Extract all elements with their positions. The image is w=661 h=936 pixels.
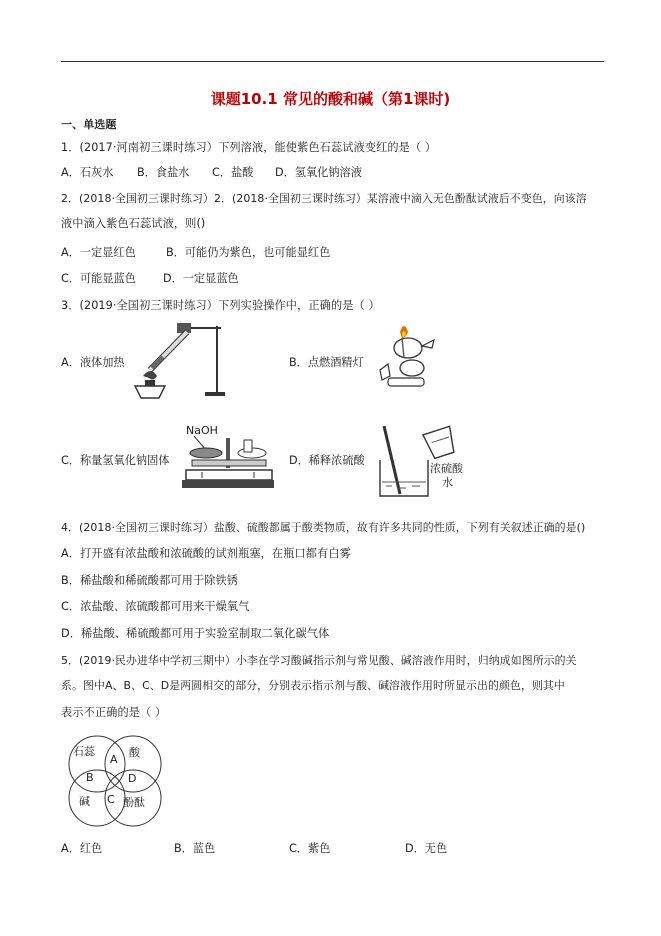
q4-option-a[interactable]: A．打开盛有浓盐酸和浓硫酸的试剂瓶塞，在瓶口都有白雾: [61, 547, 351, 560]
q2-option-b[interactable]: B．可能仍为紫色，也可能显红色: [166, 246, 331, 259]
venn-label-suan: 酸: [129, 746, 140, 759]
q5-stem-line2: 系。图中A、B、C、D是两圆相交的部分，分别表示指示剂与酸、碱溶液作用时所显示出的颜色，则其中: [61, 679, 565, 692]
q5-option-d[interactable]: D．无色: [405, 842, 448, 855]
naoh-label: NaOH: [186, 424, 218, 437]
figure-diluting-acid: [376, 420, 468, 500]
q3-option-d[interactable]: D．稀释浓硫酸: [289, 454, 365, 467]
figure-lighting-lamp: [368, 318, 443, 390]
venn-label-c: C: [107, 793, 115, 806]
venn-label-b: B: [86, 771, 94, 784]
q4-stem: 4．(2018·全国初三课时练习）盐酸、硫酸都属于酸类物质，故有许多共同的性质，下列有关叙述正确的是(): [61, 521, 586, 534]
q3-option-c[interactable]: C．称量氢氧化钠固体: [61, 454, 170, 467]
q1-option-a[interactable]: A．石灰水: [61, 166, 114, 179]
q5-stem-line1: 5．(2019·民办进华中学初三期中）小李在学习酸碱指示剂与常见酸、碱溶液作用时，归纳成如图所示的关: [61, 654, 577, 667]
figure-balance: [182, 420, 274, 492]
q2-option-c[interactable]: C．可能显蓝色: [61, 272, 136, 285]
q2-stem-line1: 2．(2018·全国初三课时练习）2．(2018·全国初三课时练习）某溶液中滴入无色酚酞试液后不变色，向该溶: [61, 192, 587, 205]
venn-diagram: [61, 732, 165, 832]
q2-stem-line2: 液中滴入紫色石蕊试液，则(): [61, 217, 206, 230]
q3-option-a[interactable]: A．液体加热: [61, 356, 125, 369]
q2-option-d[interactable]: D．一定显蓝色: [163, 272, 239, 285]
q5-option-b[interactable]: B．蓝色: [174, 842, 216, 855]
page-title: 课题10.1 常见的酸和碱（第1课时): [210, 90, 451, 108]
venn-label-jian: 碱: [79, 795, 90, 808]
q1-stem: 1．(2017·河南初三课时练习）下列溶液，能使紫色石蕊试液变红的是（ ）: [61, 141, 437, 154]
q5-option-a[interactable]: A．红色: [61, 842, 103, 855]
q4-option-d[interactable]: D．稀盐酸、稀硫酸都可用于实验室制取二氧化碳气体: [61, 627, 330, 640]
q5-option-c[interactable]: C．紫色: [289, 842, 331, 855]
q1-option-c[interactable]: C．盐酸: [212, 166, 254, 179]
q4-option-b[interactable]: B．稀盐酸和稀硫酸都可用于除铁锈: [61, 574, 239, 587]
venn-label-shirui: 石蕊: [73, 745, 95, 758]
q1-option-b[interactable]: B．食盐水: [137, 166, 190, 179]
figure-liquid-heating: [125, 318, 225, 400]
q1-option-d[interactable]: D．氢氧化钠溶液: [275, 166, 362, 179]
acid-label: 浓硫酸: [430, 462, 463, 475]
q3-option-b[interactable]: B．点燃酒精灯: [289, 356, 364, 369]
venn-label-a: A: [110, 753, 118, 766]
q5-stem-line3: 表示不正确的是（ ）: [61, 706, 167, 719]
header-rule: [61, 61, 604, 62]
water-label: 水: [442, 476, 453, 489]
q3-stem: 3．(2019·全国初三课时练习）下列实验操作中，正确的是（ ）: [61, 299, 380, 312]
q4-option-c[interactable]: C．浓盐酸、浓硫酸都可用来干燥氧气: [61, 600, 250, 613]
venn-label-d: D: [128, 772, 137, 785]
venn-label-fentai: 酚酞: [123, 796, 145, 809]
section-heading: 一、单选题: [61, 118, 117, 131]
q2-option-a[interactable]: A．一定显红色: [61, 246, 136, 259]
